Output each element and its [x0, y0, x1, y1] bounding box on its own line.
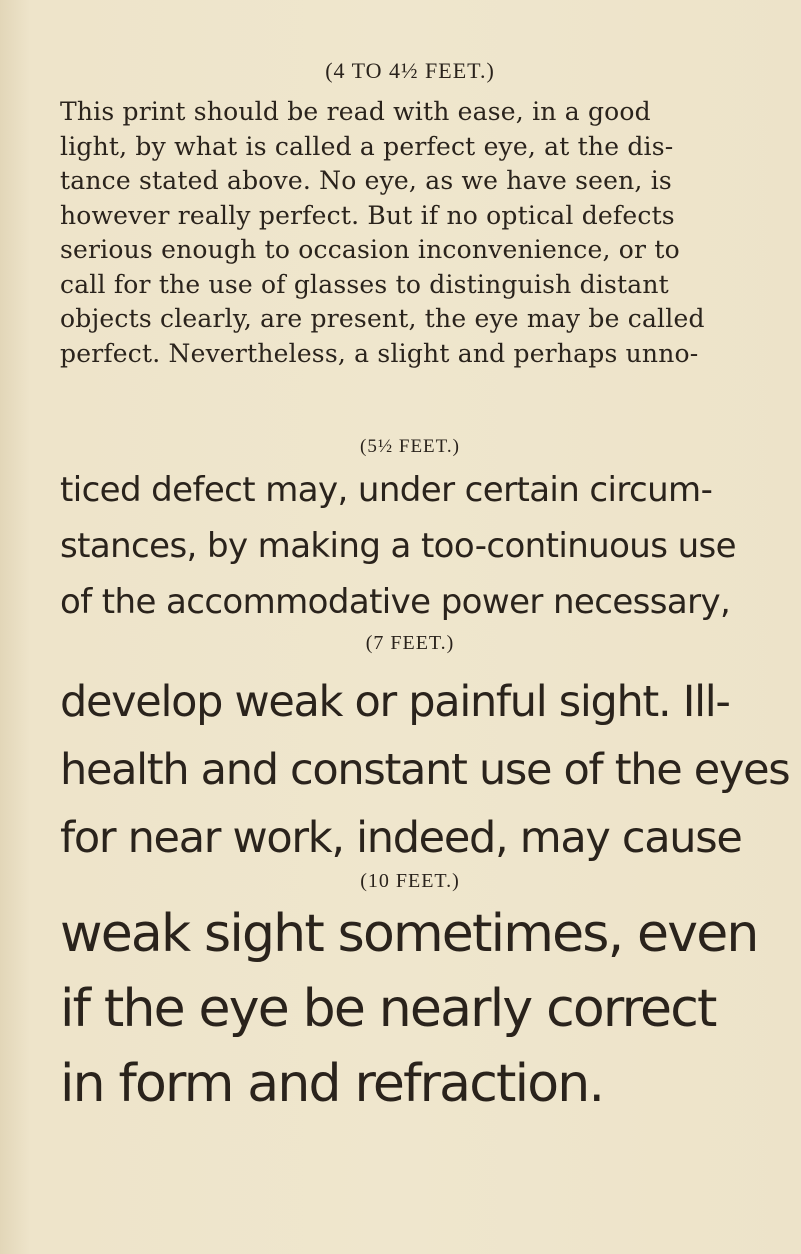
text-line: This print should be read with ease, in a good [60, 97, 651, 126]
text-line: call for the use of glasses to distinguish distant [60, 269, 669, 299]
text-line: in form and refraction. [60, 1054, 604, 1114]
text-line: health and constant use of the eyes [60, 745, 790, 795]
text-line: perfect. Nevertheless, a slight and perhaps unno- [60, 338, 699, 368]
paragraph-5-5-feet [60, 462, 760, 630]
text-line: serious enough to occasion inconvenience, or to [60, 235, 680, 264]
distance-heading-7-feet: (7 FEET.) [365, 632, 455, 654]
paragraph-4-feet [60, 95, 760, 371]
text-line: for near work, indeed, may cause [60, 813, 742, 863]
paragraph-10-feet [60, 897, 760, 1122]
distance-heading-10-feet: (10 FEET.) [360, 870, 460, 892]
text-line: light, by what is called a perfect eye, at the dis- [60, 131, 674, 161]
text-line: objects clearly, are present, the eye may be called [60, 304, 705, 333]
text-line: however really perfect. But if no optical defects [60, 200, 675, 230]
text-line: ticed defect may, under certain circum- [60, 470, 713, 510]
text-line: of the accommodative power necessary, [60, 582, 731, 622]
text-line: weak sight sometimes, even [60, 904, 758, 964]
text-line: develop weak or painful sight. Ill- [60, 677, 730, 727]
distance-heading-5-5-feet: (5½ FEET.) [360, 436, 460, 457]
text-line: tance stated above. No eye, as we have seen, is [60, 166, 672, 195]
text-line: stances, by making a too-continuous use [60, 526, 736, 566]
distance-heading-4-feet: (4 TO 4½ FEET.) [325, 58, 495, 83]
text-line: if the eye be nearly correct [60, 979, 716, 1039]
paragraph-7-feet [60, 668, 790, 872]
